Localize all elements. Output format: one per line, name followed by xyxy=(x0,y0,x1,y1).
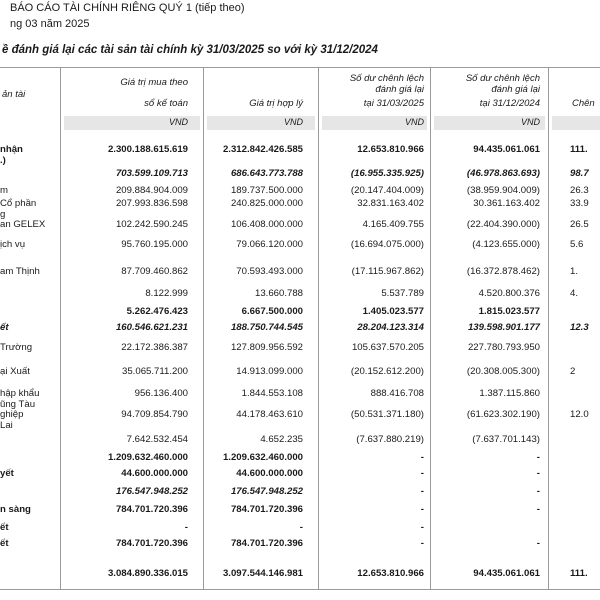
cell-value-truncated: 4. xyxy=(570,288,579,299)
cell-value: (22.404.390.000) xyxy=(466,219,540,230)
header-diff-year-3: tại 31/12/2024 xyxy=(479,98,540,109)
cell-value: 784.701.720.396 xyxy=(230,504,303,515)
cell-value: 1.387.115.860 xyxy=(479,388,540,399)
cell-value: 35.065.711.200 xyxy=(122,366,188,377)
cell-value-truncated: 26.5 xyxy=(570,219,589,230)
report-title: BÁO CÁO TÀI CHÍNH RIÊNG QUÝ 1 (tiếp theo) xyxy=(10,2,245,14)
cell-value-truncated: 33.9 xyxy=(570,198,589,209)
cell-value: 1.844.553.108 xyxy=(241,388,303,399)
cell-value: 79.066.120.000 xyxy=(236,239,303,250)
cell-value: 14.913.099.000 xyxy=(236,366,303,377)
cell-value: (20.147.404.009) xyxy=(350,185,424,196)
cell-value-truncated: 12.0 xyxy=(570,409,589,420)
cell-value: 784.701.720.396 xyxy=(230,538,303,549)
header-diff-q1-1: Số dư chênh lệch xyxy=(349,73,424,84)
cell-value: (16.955.335.925) xyxy=(350,168,424,179)
cell-value: 22.172.386.387 xyxy=(121,342,188,353)
cell-value-truncated: 12.3 xyxy=(570,322,589,333)
cell-value: 703.599.109.713 xyxy=(115,168,188,179)
cell-value: 2.300.188.615.619 xyxy=(107,144,188,155)
cell-value: 176.547.948.252 xyxy=(115,486,188,497)
cell-value: (17.115.967.862) xyxy=(351,266,424,277)
cell-value: 105.637.570.205 xyxy=(351,342,424,353)
cell-value: 160.546.621.231 xyxy=(115,322,188,333)
cell-value: 44.600.000.000 xyxy=(121,468,188,479)
cell-value: - xyxy=(536,468,540,479)
row-label: am Thịnh xyxy=(0,266,40,277)
cell-value: 888.416.708 xyxy=(370,388,424,399)
cell-value: (61.623.302.190) xyxy=(466,409,540,420)
column-divider xyxy=(318,67,319,589)
cell-value: 1.209.632.460.000 xyxy=(107,452,188,463)
cell-value: 4.165.409.755 xyxy=(362,219,424,230)
cell-value-truncated: 5.6 xyxy=(570,239,584,250)
cell-value: 28.204.123.314 xyxy=(357,322,424,333)
cell-value: 3.084.890.336.015 xyxy=(107,568,188,579)
header-asset: ản tài xyxy=(2,89,26,100)
cell-value: (20.152.612.200) xyxy=(350,366,424,377)
cell-value: - xyxy=(299,522,303,533)
row-label: yết xyxy=(0,468,14,479)
cell-value: 4.652.235 xyxy=(260,434,303,445)
cell-value: 32.831.163.402 xyxy=(357,198,424,209)
cell-value: 70.593.493.000 xyxy=(236,266,303,277)
row-label: Trường xyxy=(0,342,33,353)
cell-value: 94.435.061.061 xyxy=(473,568,540,579)
cell-value-truncated: 2 xyxy=(570,366,576,377)
cell-value: 102.242.590.245 xyxy=(115,219,188,230)
cell-value: 139.598.901.177 xyxy=(467,322,540,333)
header-fair-value: Giá trị hợp lý xyxy=(249,98,303,109)
header-cost-2: sổ kế toán xyxy=(144,98,188,109)
report-date: ng 03 năm 2025 xyxy=(10,18,90,30)
cell-value: - xyxy=(536,504,540,515)
cell-value-truncated: 98.7 xyxy=(570,168,589,179)
row-label: Cổ phần g xyxy=(0,198,37,220)
header-diff-q1-2: đánh giá lại xyxy=(375,84,424,95)
row-label: ghiệp Lai xyxy=(0,409,24,431)
cell-value: 95.760.195.000 xyxy=(121,239,188,250)
row-label: an GELEX xyxy=(0,219,46,230)
header-diff-year-2: đánh giá lại xyxy=(491,84,540,95)
cell-value: - xyxy=(536,538,540,549)
cell-value: 12.653.810.966 xyxy=(357,144,424,155)
column-divider xyxy=(548,67,549,589)
cell-value: 956.136.400 xyxy=(134,388,188,399)
cell-value: 209.884.904.009 xyxy=(115,185,188,196)
cell-value: 1.815.023.577 xyxy=(478,306,540,317)
unit-label: VND xyxy=(404,117,424,127)
unit-label: VND xyxy=(283,117,303,127)
row-label: m xyxy=(0,185,8,196)
table-bottom-rule xyxy=(0,589,600,590)
cell-value: (4.123.655.000) xyxy=(472,239,540,250)
cell-value: 13.660.788 xyxy=(254,288,303,299)
cell-value: 8.122.999 xyxy=(145,288,188,299)
row-label: ịch vụ xyxy=(0,239,26,250)
cell-value: 686.643.773.788 xyxy=(230,168,303,179)
cell-value-truncated: 1. xyxy=(570,266,579,277)
cell-value: 5.537.789 xyxy=(381,288,424,299)
unit-label: VND xyxy=(168,117,188,127)
cell-value: 106.408.000.000 xyxy=(230,219,303,230)
header-last: Chên xyxy=(572,98,595,109)
cell-value: 3.097.544.146.981 xyxy=(222,568,303,579)
row-label: ết xyxy=(0,538,9,549)
row-label: hập khẩu ũng Tàu xyxy=(0,388,40,410)
cell-value: 227.780.793.950 xyxy=(467,342,540,353)
cell-value: 87.709.460.862 xyxy=(121,266,188,277)
cell-value: 44.600.000.000 xyxy=(236,468,303,479)
cell-value: 189.737.500.000 xyxy=(230,185,303,196)
header-diff-q1-3: tại 31/03/2025 xyxy=(363,98,424,109)
cell-value: - xyxy=(420,486,424,497)
cell-value: 240.825.000.000 xyxy=(230,198,303,209)
unit-label: VND xyxy=(520,117,540,127)
row-label: n sàng xyxy=(0,504,31,515)
cell-value: (7.637.701.143) xyxy=(472,434,540,445)
cell-value: - xyxy=(536,486,540,497)
section-title: ề đánh giá lại các tài sản tài chính kỳ 31/03/2025 so với kỳ 31/12/2024 xyxy=(2,44,378,56)
cell-value: 127.809.956.592 xyxy=(230,342,303,353)
cell-value: (16.372.878.462) xyxy=(466,266,540,277)
cell-value: (38.959.904.009) xyxy=(466,185,540,196)
cell-value: 188.750.744.545 xyxy=(230,322,303,333)
cell-value-truncated: 26.3 xyxy=(570,185,589,196)
cell-value: - xyxy=(536,452,540,463)
cell-value: 94.435.061.061 xyxy=(473,144,540,155)
cell-value: 207.993.836.598 xyxy=(115,198,188,209)
cell-value-truncated: 111. xyxy=(570,568,588,579)
cell-value: 5.262.476.423 xyxy=(126,306,188,317)
cell-value: 12.653.810.966 xyxy=(357,568,424,579)
cell-value: (20.308.005.300) xyxy=(466,366,540,377)
column-divider xyxy=(430,67,431,589)
cell-value: (7.637.880.219) xyxy=(356,434,424,445)
cell-value: 176.547.948.252 xyxy=(230,486,303,497)
cell-value: - xyxy=(184,522,188,533)
cell-value: (16.694.075.000) xyxy=(350,239,424,250)
unit-bar xyxy=(552,116,600,130)
cell-value: 2.312.842.426.585 xyxy=(222,144,303,155)
cell-value: (50.531.371.180) xyxy=(350,409,424,420)
table-top-rule xyxy=(0,67,600,68)
cell-value: - xyxy=(420,538,424,549)
cell-value-truncated: 111. xyxy=(570,144,588,155)
cell-value: - xyxy=(420,452,424,463)
cell-value: 44.178.463.610 xyxy=(236,409,303,420)
cell-value: 7.642.532.454 xyxy=(126,434,188,445)
cell-value: 1.405.023.577 xyxy=(362,306,424,317)
cell-value: - xyxy=(420,504,424,515)
cell-value: 784.701.720.396 xyxy=(115,504,188,515)
cell-value: 1.209.632.460.000 xyxy=(222,452,303,463)
cell-value: (46.978.863.693) xyxy=(466,168,540,179)
row-label: ết xyxy=(0,322,9,333)
cell-value: - xyxy=(420,468,424,479)
row-label: ết xyxy=(0,522,9,533)
cell-value: 30.361.163.402 xyxy=(473,198,540,209)
column-divider xyxy=(60,67,61,589)
cell-value: 4.520.800.376 xyxy=(478,288,540,299)
cell-value: 6.667.500.000 xyxy=(241,306,303,317)
cell-value: - xyxy=(420,522,424,533)
header-cost-1: Giá trị mua theo xyxy=(120,77,188,88)
column-divider xyxy=(203,67,204,589)
header-diff-year-1: Số dư chênh lệch xyxy=(465,73,540,84)
row-label: nhận .) xyxy=(0,144,23,166)
row-label: ại Xuất xyxy=(0,366,30,377)
cell-value: 94.709.854.790 xyxy=(121,409,188,420)
cell-value: 784.701.720.396 xyxy=(115,538,188,549)
